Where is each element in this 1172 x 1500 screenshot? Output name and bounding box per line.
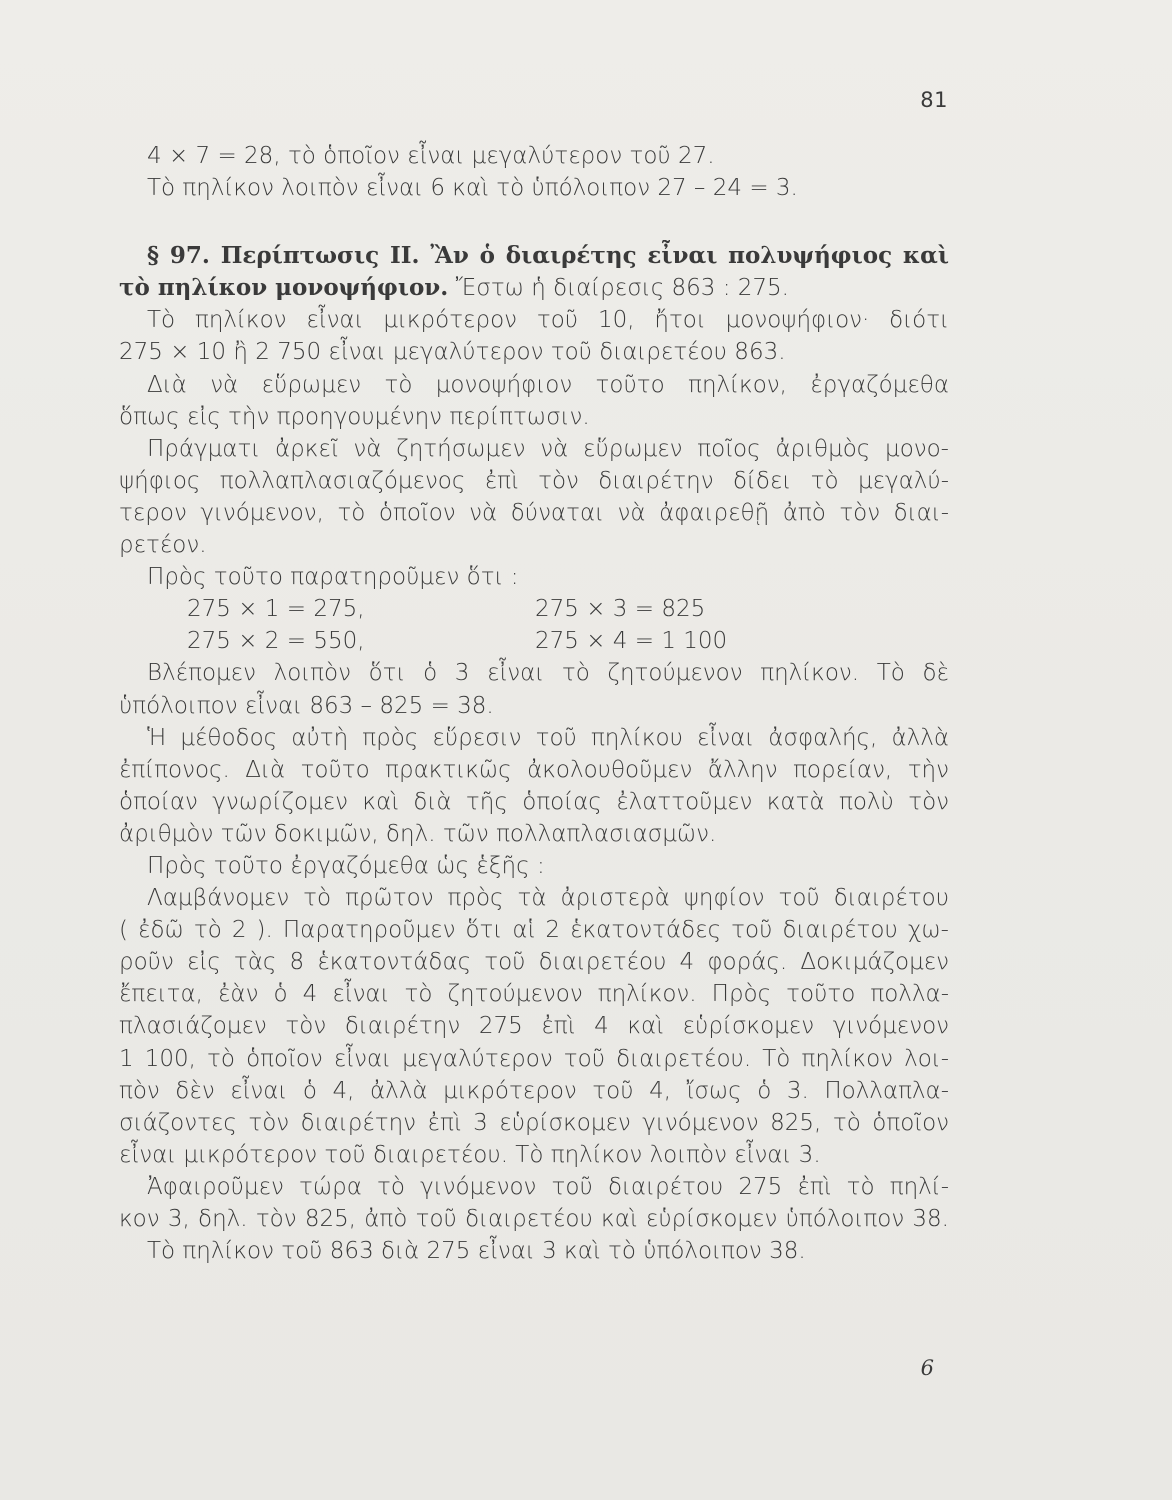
text-line: σιάζοντες τὸν διαιρέτην ἐπὶ 3 εὑρίσκομεν γινόμενον 825, τὸ ὁποῖον xyxy=(119,1109,949,1136)
calc-intro: Πρὸς τοῦτο παρατηροῦμεν ὅτι : xyxy=(147,564,519,591)
text-line: ὁποίαν γνωρίζομεν καὶ διὰ τῆς ὁποίας ἐλαττοῦμεν κατὰ πολὺ τὸν xyxy=(119,788,949,815)
paragraph-6 xyxy=(119,850,949,882)
text-line: Ἡ μέθοδος αὐτὴ πρὸς εὕρεσιν τοῦ πηλίκου εἶναι ἀσφαλής, ἀλλὰ xyxy=(147,724,949,751)
section-heading xyxy=(119,240,949,304)
text-line: ἐπίπονος. Διὰ τοῦτο πρακτικῶς ἀκολουθοῦμεν ἄλλην πορείαν, τὴν xyxy=(119,756,949,783)
text-line: εἶναι μικρότερον τοῦ διαιρετέου. Τὸ πηλίκον λοιπὸν εἶναι 3. xyxy=(119,1141,821,1168)
paragraph-3 xyxy=(119,433,949,561)
text-line: ἔπειτα, ἐὰν ὁ 4 εἶναι τὸ ζητούμενον πηλίκον. Πρὸς τοῦτο πολλα- xyxy=(119,981,949,1008)
text-line: πλασιάζομεν τὸν διαιρέτην 275 ἐπὶ 4 καὶ εὑρίσκομεν γινόμενον xyxy=(119,1013,949,1040)
text-line: πὸν δὲν εἶναι ὁ 4, ἀλλὰ μικρότερον τοῦ 4, ἴσως ὁ 3. Πολλαπλα- xyxy=(119,1077,949,1104)
section-title-continued xyxy=(119,272,949,304)
text-line: ρετέον. xyxy=(119,532,207,559)
paragraph-9 xyxy=(119,1235,949,1267)
paragraph-5 xyxy=(119,722,949,850)
section-gap xyxy=(119,204,949,240)
text-line: 275 × 10 ἢ 2 750 εἶναι μεγαλύτερον τοῦ διαιρετέου 863. xyxy=(119,339,786,366)
text-line: ὑπόλοιπον εἶναι 863 – 825 = 38. xyxy=(119,692,494,719)
text-line: 4 × 7 = 28, τὸ ὁποῖον εἶναι μεγαλύτερον τοῦ 27. xyxy=(147,143,715,169)
text-line: ροῦν εἰς τὰς 8 ἑκατοντάδας τοῦ διαιρετέου 4 φοράς. Δοκιμάζομεν xyxy=(119,949,949,976)
page-number: 81 xyxy=(920,88,948,112)
text-line: ψήφιος πολλαπλασιαζόμενος ἐπὶ τὸν διαιρέτην δίδει τὸ μεγαλύ- xyxy=(119,467,949,494)
text-line: Πράγματι ἀρκεῖ νὰ ζητήσωμεν νὰ εὕρωμεν ποῖος ἀριθμὸς μονο- xyxy=(147,435,949,462)
body-text xyxy=(119,140,949,1267)
text-line: Διὰ νὰ εὕρωμεν τὸ μονοψήφιον τοῦτο πηλίκον, ἐργαζόμεθα xyxy=(147,371,949,398)
paragraph-2 xyxy=(119,369,949,433)
calculation-table xyxy=(119,593,949,657)
text-line: ὅπως εἰς τὴν προηγουμένην περίπτωσιν. xyxy=(119,403,590,430)
text-line: Τὸ πηλίκον εἶναι μικρότερον τοῦ 10, ἤτοι μονοψήφιον· διότι xyxy=(147,307,949,334)
calc-entry: 275 × 3 = 825 xyxy=(535,596,706,623)
section-title: § 97. Περίπτωσις ΙΙ. Ἂν ὁ διαιρέτης εἶναι πολυψήφιος καὶ xyxy=(147,242,949,270)
paragraph-1 xyxy=(119,304,949,368)
paragraph-7 xyxy=(119,882,949,1171)
text-line: Ἀφαιροῦμεν τώρα τὸ γινόμενον τοῦ διαιρέτου 275 ἐπὶ τὸ πηλί- xyxy=(147,1173,949,1200)
paragraph-4 xyxy=(119,657,949,721)
text-line: 1 100, τὸ ὁποῖον εἶναι μεγαλύτερον τοῦ διαιρετέου. Τὸ πηλίκον λοι- xyxy=(119,1045,949,1072)
signature-mark: 6 xyxy=(920,1356,934,1380)
text-line: Πρὸς τοῦτο ἐργαζόμεθα ὡς ἑξῆς : xyxy=(147,852,545,879)
calc-entry: 275 × 2 = 550, xyxy=(187,628,365,655)
calc-entry: 275 × 1 = 275, xyxy=(187,596,365,623)
text-line: κον 3, δηλ. τὸν 825, ἀπὸ τοῦ διαιρετέου καὶ εὑρίσκομεν ὑπόλοιπον 38. xyxy=(119,1206,949,1232)
calc-entry: 275 × 4 = 1 100 xyxy=(535,628,728,655)
text-line: Τὸ πηλίκον τοῦ 863 διὰ 275 εἶναι 3 καὶ τὸ ὑπόλοιπον 38. xyxy=(147,1238,806,1265)
text-line: Τὸ πηλίκον λοιπὸν εἶναι 6 καὶ τὸ ὑπόλοιπον 27 – 24 = 3. xyxy=(147,175,798,202)
text-line: Λαμβάνομεν τὸ πρῶτον πρὸς τὰ ἀριστερὰ ψηφίον τοῦ διαιρέτου xyxy=(147,885,949,912)
paragraph-8 xyxy=(119,1171,949,1235)
section-example: Ἔστω ἡ διαίρεσις 863 : 275. xyxy=(448,275,789,302)
section-title-part: τὸ πηλίκον μονοψήφιον. xyxy=(119,274,449,302)
text-line: Βλέπομεν λοιπὸν ὅτι ὁ 3 εἶναι τὸ ζητούμενον πηλίκον. Τὸ δὲ xyxy=(147,660,949,687)
text-line: ( ἐδῶ τὸ 2 ). Παρατηροῦμεν ὅτι αἱ 2 ἑκατοντάδες τοῦ διαιρέτου χω- xyxy=(119,917,949,944)
text-line: ἀριθμὸν τῶν δοκιμῶν, δηλ. τῶν πολλαπλασιασμῶν. xyxy=(119,820,717,847)
text-line: τερον γινόμενον, τὸ ὁποῖον νὰ δύναται νὰ ἀφαιρεθῇ ἀπὸ τὸν διαι- xyxy=(119,499,949,526)
